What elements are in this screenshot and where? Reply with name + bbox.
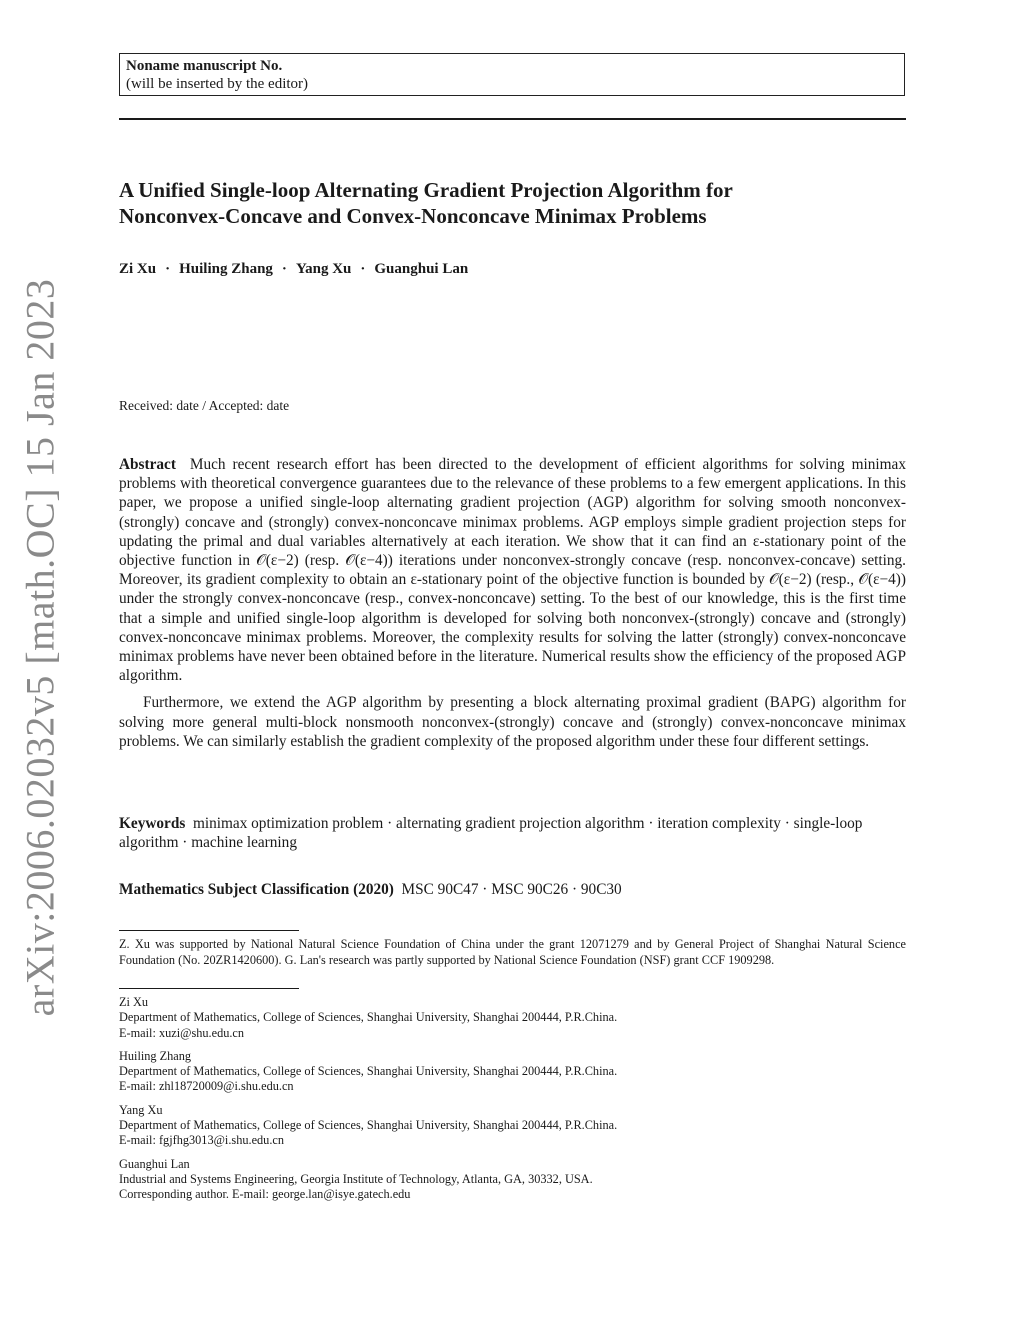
header-rule: [119, 118, 906, 120]
author-name: Guanghui Lan: [374, 261, 469, 277]
manuscript-header-box: [119, 53, 905, 96]
arxiv-identifier: arXiv:2006.02032v5 [math.OC] 15 Jan 2023: [17, 278, 63, 1017]
keywords-label: Keywords: [119, 815, 186, 832]
editor-note: (will be inserted by the editor): [126, 76, 309, 92]
keywords-section: [119, 814, 906, 852]
author-name: Zi Xu: [119, 261, 157, 277]
abstract-label: Abstract: [119, 456, 176, 473]
abstract-paragraph-2: Furthermore, we extend the AGP algorithm by presenting a block alternating proximal gradient (BAPG) algorithm for solving more general multi-block nonsmooth nonconvex-(strongly) concave and (strongly) convex-nonconcave minimax problems. We can similarly establish the gradient complexity of the proposed algorithm under these four different settings.: [119, 694, 906, 750]
affiliation-dept: Industrial and Systems Engineering, Georgia Institute of Technology, Atlanta, GA, 30332, USA.: [119, 1171, 593, 1186]
affiliation-dept: Department of Mathematics, College of Sciences, Shanghai University, Shanghai 200444, P.R.China.: [119, 1118, 618, 1133]
affiliation-name: Huiling Zhang: [119, 1048, 192, 1063]
affiliation-name: Yang Xu: [119, 1102, 163, 1117]
affiliation-block: [119, 995, 906, 1041]
keywords-text: minimax optimization problem · alternating gradient projection algorithm · iteration complexity · single-loop algorithm · machine learning: [119, 815, 863, 852]
affiliation-email: E-mail: fgjfhg3013@i.shu.edu.cn: [119, 1133, 285, 1148]
affiliation-email: E-mail: zhl18720009@i.shu.edu.cn: [119, 1079, 294, 1094]
footnote-rule: [119, 930, 299, 931]
abstract-paragraph-1: [119, 455, 906, 685]
affiliation-email: E-mail: xuzi@shu.edu.cn: [119, 1025, 245, 1040]
author-separator: ·: [165, 261, 171, 277]
footnote-rule-2: [119, 988, 299, 989]
title-line-1: A Unified Single-loop Alternating Gradient Projection Algorithm for: [119, 178, 733, 202]
msc-section: [119, 880, 906, 899]
arxiv-sidebar: [0, 278, 80, 1017]
paper-title: [119, 177, 906, 229]
affiliation-block: [119, 1157, 906, 1203]
affiliation-dept: Department of Mathematics, College of Sciences, Shanghai University, Shanghai 200444, P.R.China.: [119, 1064, 618, 1079]
author-separator: ·: [360, 261, 366, 277]
abstract-text-1: Much recent research effort has been directed to the development of efficient algorithms for solving minimax problems with theoretical convergence guarantees due to the relevance of these problems to a few emergent applications. In this paper, we propose a unified single-loop alternating gradient projection (AGP) algorithm for solving smooth nonconvex-(strongly) concave and (strongly) convex-nonconcave minimax problems. AGP employs simple gradient projection steps for updating the primal and dual variables alternatively at each iteration. We show that it can find an ε-stationary point of the objective function in 𝒪(ε−2) (resp. 𝒪(ε−4)) iterations under nonconvex-strongly concave (resp. nonconvex-concave) setting. Moreover, its gradient complexity to obtain an ε-stationary point of the objective function is bounded by 𝒪(ε−2) (resp., 𝒪(ε−4)) under the strongly convex-nonconcave (resp., convex-nonconcave) setting. To the best of our knowledge, this is the first time that a simple and unified single-loop algorithm is developed for solving both nonconvex-(strongly) concave and (strongly) convex-nonconcave minimax problems. Moreover, the complexity results for solving the latter (strongly) convex-nonconcave minimax problems have never been obtained before in the literature. Numerical results show the efficiency of the proposed AGP algorithm.: [119, 456, 906, 685]
abstract-section: [119, 455, 906, 751]
funding-footnote: Z. Xu was supported by National Natural Science Foundation of China under the grant 12071279 and by General Project of Shanghai Natural Science Foundation (No. 20ZR1420600). G. Lan's research was partly supported by National Science Foundation (NSF) grant CCF 1909298.: [119, 937, 906, 967]
author-name: Huiling Zhang: [179, 261, 273, 277]
msc-codes: MSC 90C47 · MSC 90C26 · 90C30: [401, 881, 622, 898]
affiliations: [119, 995, 906, 1211]
affiliation-name: Zi Xu: [119, 995, 149, 1009]
affiliation-name: Guanghui Lan: [119, 1156, 190, 1171]
author-separator: ·: [281, 261, 287, 277]
manuscript-number: Noname manuscript No.: [126, 58, 283, 74]
received-accepted-line: Received: date / Accepted: date: [119, 398, 290, 413]
affiliation-email: Corresponding author. E-mail: george.lan@isye.gatech.edu: [119, 1187, 411, 1202]
author-list: [119, 261, 906, 278]
affiliation-block: [119, 1049, 906, 1095]
affiliation-dept: Department of Mathematics, College of Sciences, Shanghai University, Shanghai 200444, P.R.China.: [119, 1010, 618, 1025]
msc-label: Mathematics Subject Classification (2020): [119, 881, 394, 898]
affiliation-block: [119, 1103, 906, 1149]
author-name: Yang Xu: [295, 261, 352, 277]
title-line-2: Nonconvex-Concave and Convex-Nonconcave Minimax Problems: [119, 204, 707, 228]
